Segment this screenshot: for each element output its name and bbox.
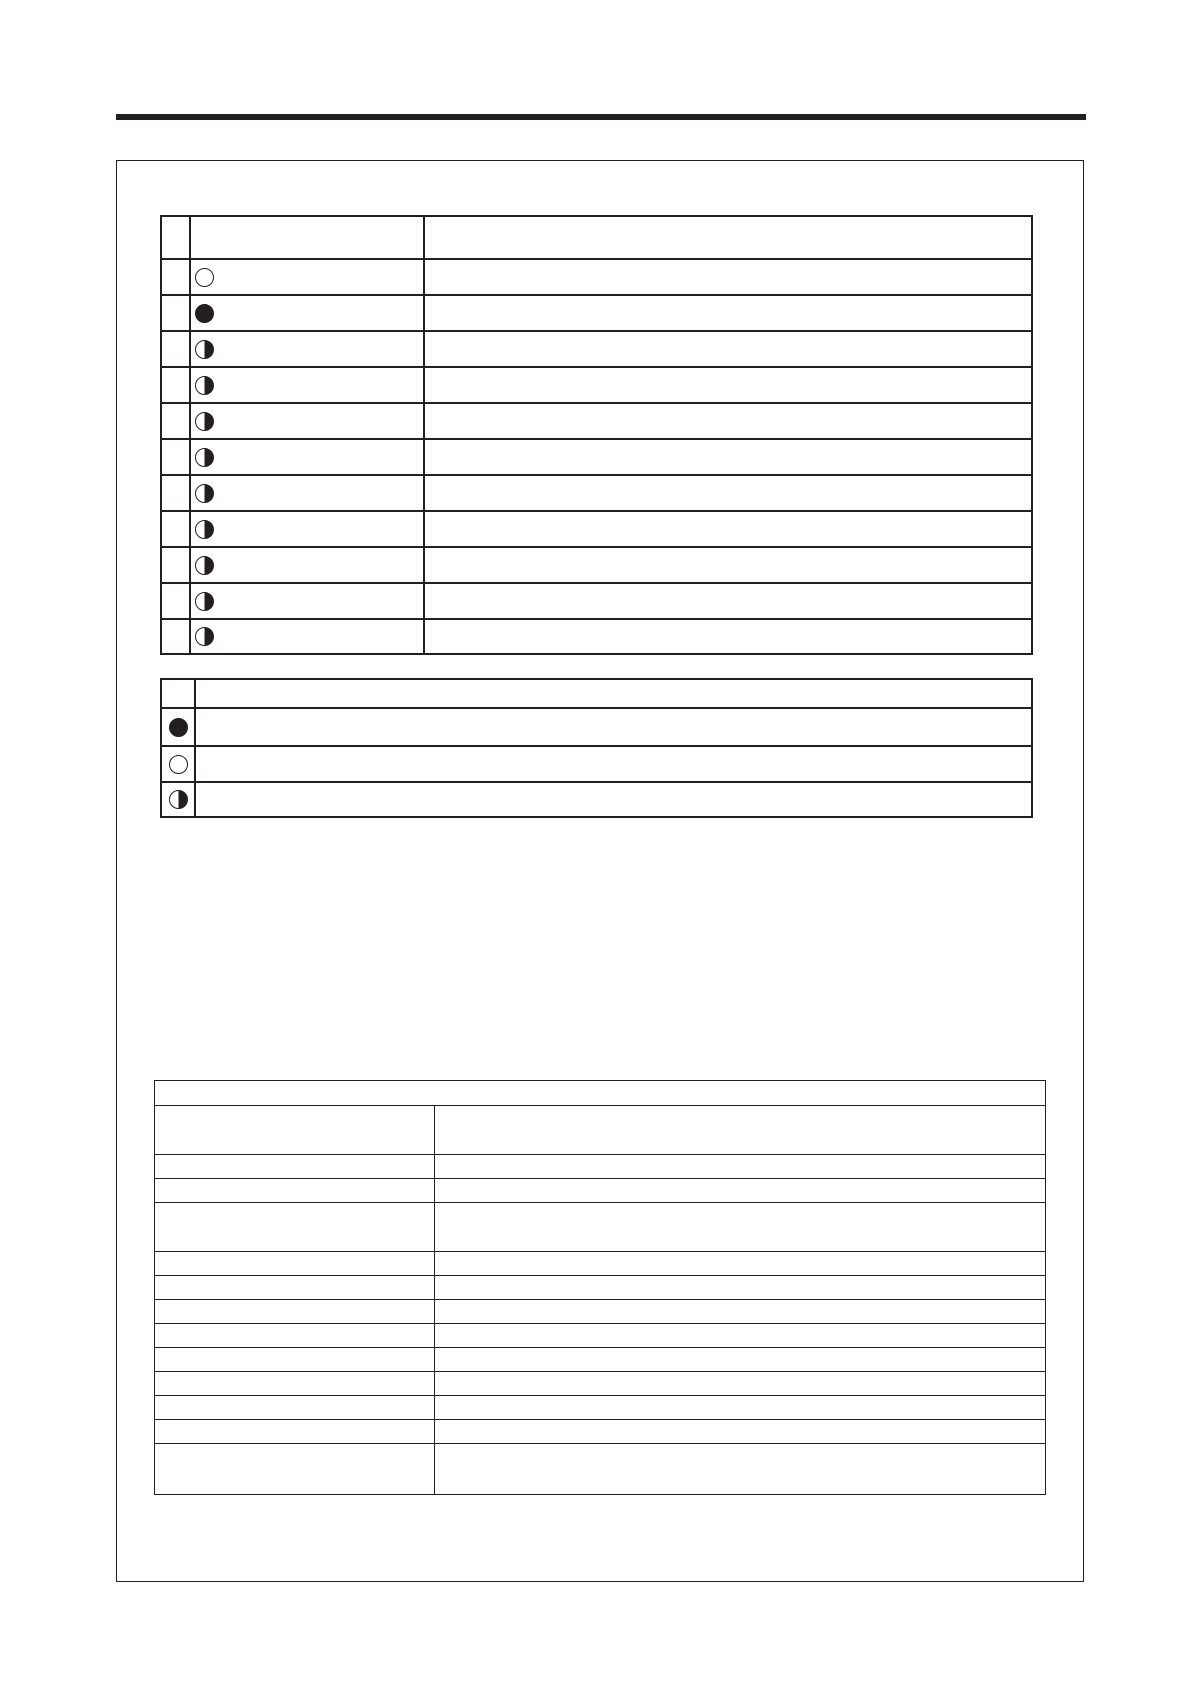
description-cell (424, 259, 1032, 295)
spec-label (155, 1348, 435, 1372)
table-row (155, 1203, 1046, 1252)
row-number (161, 619, 190, 654)
half-circle-icon (195, 556, 214, 575)
description-cell (424, 547, 1032, 583)
table-row (161, 511, 1032, 547)
legend-text (195, 746, 1032, 782)
legend-header-symbol (161, 679, 195, 708)
filled-circle-icon (195, 304, 214, 323)
row-number (161, 403, 190, 439)
half-circle-icon (169, 790, 188, 809)
legend-text (195, 782, 1032, 817)
spec-value (435, 1324, 1046, 1348)
description-cell (424, 367, 1032, 403)
description-cell (424, 331, 1032, 367)
empty-circle-icon (169, 755, 188, 774)
header-cell-indicator (190, 216, 424, 259)
spec-label (155, 1300, 435, 1324)
description-cell (424, 511, 1032, 547)
half-circle-icon (195, 448, 214, 467)
description-cell (424, 619, 1032, 654)
legend-symbol-cell (161, 708, 195, 746)
header-cell-description (424, 216, 1032, 259)
table-row (155, 1420, 1046, 1444)
table-row (155, 1444, 1046, 1495)
spec-value (435, 1179, 1046, 1203)
spec-label (155, 1276, 435, 1300)
row-number (161, 331, 190, 367)
half-circle-icon (195, 376, 214, 395)
table-row (155, 1106, 1046, 1155)
legend-row (161, 746, 1032, 782)
table-row (161, 331, 1032, 367)
indicator-cell (190, 475, 424, 511)
spec-value (435, 1155, 1046, 1179)
legend-header (161, 679, 1032, 708)
row-number (161, 511, 190, 547)
spec-title-row (155, 1081, 1046, 1106)
indicator-cell (190, 547, 424, 583)
table-row (155, 1276, 1046, 1300)
row-number (161, 547, 190, 583)
legend-table (160, 678, 1033, 818)
spec-label (155, 1420, 435, 1444)
indicator-cell (190, 367, 424, 403)
description-cell (424, 295, 1032, 331)
empty-circle-icon (195, 268, 214, 287)
table-row (161, 439, 1032, 475)
row-number (161, 259, 190, 295)
table-row (161, 583, 1032, 619)
table-row (161, 367, 1032, 403)
legend-symbol-cell (161, 746, 195, 782)
table-row (161, 547, 1032, 583)
table-row (155, 1179, 1046, 1203)
table-row (155, 1324, 1046, 1348)
indicator-cell (190, 583, 424, 619)
indicator-cell (190, 295, 424, 331)
description-cell (424, 403, 1032, 439)
table-row (155, 1372, 1046, 1396)
indicator-table-header (161, 216, 1032, 259)
table-row (155, 1348, 1046, 1372)
specification-table (154, 1080, 1046, 1495)
spec-value (435, 1372, 1046, 1396)
spec-label (155, 1324, 435, 1348)
table-row (161, 619, 1032, 654)
table-row (161, 475, 1032, 511)
table-row (161, 259, 1032, 295)
indicator-cell (190, 619, 424, 654)
indicator-cell (190, 331, 424, 367)
indicator-cell (190, 439, 424, 475)
spec-value (435, 1420, 1046, 1444)
spec-label (155, 1106, 435, 1155)
spec-label (155, 1179, 435, 1203)
spec-value (435, 1396, 1046, 1420)
half-circle-icon (195, 627, 214, 646)
half-circle-icon (195, 484, 214, 503)
table-row (155, 1396, 1046, 1420)
row-number (161, 295, 190, 331)
row-number (161, 439, 190, 475)
legend-text (195, 708, 1032, 746)
description-cell (424, 439, 1032, 475)
indicator-cell (190, 403, 424, 439)
spec-value (435, 1106, 1046, 1155)
indicator-cell (190, 511, 424, 547)
spec-label (155, 1444, 435, 1495)
spec-value (435, 1348, 1046, 1372)
legend-symbol-cell (161, 782, 195, 817)
description-cell (424, 583, 1032, 619)
legend-row (161, 708, 1032, 746)
spec-label (155, 1155, 435, 1179)
half-circle-icon (195, 340, 214, 359)
spec-value (435, 1444, 1046, 1495)
row-number (161, 367, 190, 403)
half-circle-icon (195, 520, 214, 539)
spec-title (155, 1081, 1046, 1106)
header-cell-num (161, 216, 190, 259)
spec-label (155, 1203, 435, 1252)
table-row (155, 1252, 1046, 1276)
row-number (161, 583, 190, 619)
table-row (161, 295, 1032, 331)
spec-value (435, 1252, 1046, 1276)
header-rule (116, 114, 1086, 120)
indicator-table (160, 215, 1033, 655)
table-row (161, 403, 1032, 439)
legend-header-meaning (195, 679, 1032, 708)
spec-value (435, 1203, 1046, 1252)
description-cell (424, 475, 1032, 511)
spec-value (435, 1276, 1046, 1300)
row-number (161, 475, 190, 511)
spec-label (155, 1252, 435, 1276)
half-circle-icon (195, 592, 214, 611)
table-row (155, 1155, 1046, 1179)
spec-value (435, 1300, 1046, 1324)
half-circle-icon (195, 412, 214, 431)
legend-row (161, 782, 1032, 817)
spec-label (155, 1372, 435, 1396)
filled-circle-icon (169, 718, 188, 737)
table-row (155, 1300, 1046, 1324)
spec-label (155, 1396, 435, 1420)
indicator-cell (190, 259, 424, 295)
